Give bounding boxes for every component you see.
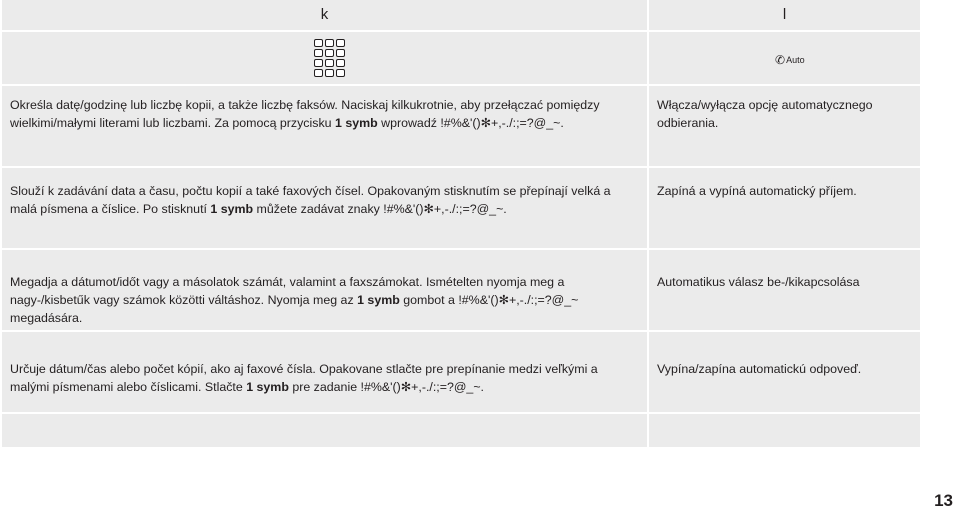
description-polish: Określa datę/godzinę lub liczbę kopii, a także liczbę faksów. Naciskaj kilkukrotnie, aby przełączać pomiędzy wielkimi/małymi literami lub liczbami. Za pomocą przycisku 1 symb wprowadź !#%&'()✻+,-./:;=?@_~. xyxy=(2,86,647,166)
icon-cell-k xyxy=(2,32,647,84)
column-header-l: l xyxy=(649,0,920,30)
empty-cell-right xyxy=(649,414,920,447)
keypad-icon xyxy=(314,39,345,79)
description-slovak: Určuje dátum/čas alebo počet kópií, ako aj faxové čísla. Opakovane stlačte pre prepínanie medzi veľkými a malými písmenami alebo číslicami. Stlačte 1 symb pre zadanie !#%&'()✻+,-./:;=?@_~. xyxy=(2,332,647,412)
description-hungarian-auto: Automatikus válasz be-/kikapcsolása xyxy=(649,250,920,330)
column-header-k: k xyxy=(2,0,647,30)
description-slovak-auto: Vypína/zapína automatickú odpoveď. xyxy=(649,332,920,412)
description-hungarian: Megadja a dátumot/időt vagy a másolatok számát, valamint a faxszámokat. Ismételten nyomja meg a nagy-/kisbetűk vagy számok közötti váltáshoz. Nyomja meg az 1 symb gombot a !#%&'()✻+,-./:;=?@_~ megadására. xyxy=(2,250,647,330)
description-czech-auto: Zapíná a vypíná automatický příjem. xyxy=(649,168,920,248)
auto-answer-icon xyxy=(775,51,805,69)
auto-label: Auto xyxy=(786,55,805,65)
phone-icon: ✆ xyxy=(775,53,786,67)
page-number: 13 xyxy=(934,491,953,510)
empty-cell-left xyxy=(2,414,647,447)
description-czech: Slouží k zadávání data a času, počtu kopií a také faxových čísel. Opakovaným stisknutím se přepínají velká a malá písmena a číslice. Po stisknutí 1 symb můžete zadávat znaky !#%&'()✻+,-./:;=?@_~. xyxy=(2,168,647,248)
icon-cell-l xyxy=(649,32,920,84)
description-polish-auto: Włącza/wyłącza opcję automatycznego odbierania. xyxy=(649,86,920,166)
